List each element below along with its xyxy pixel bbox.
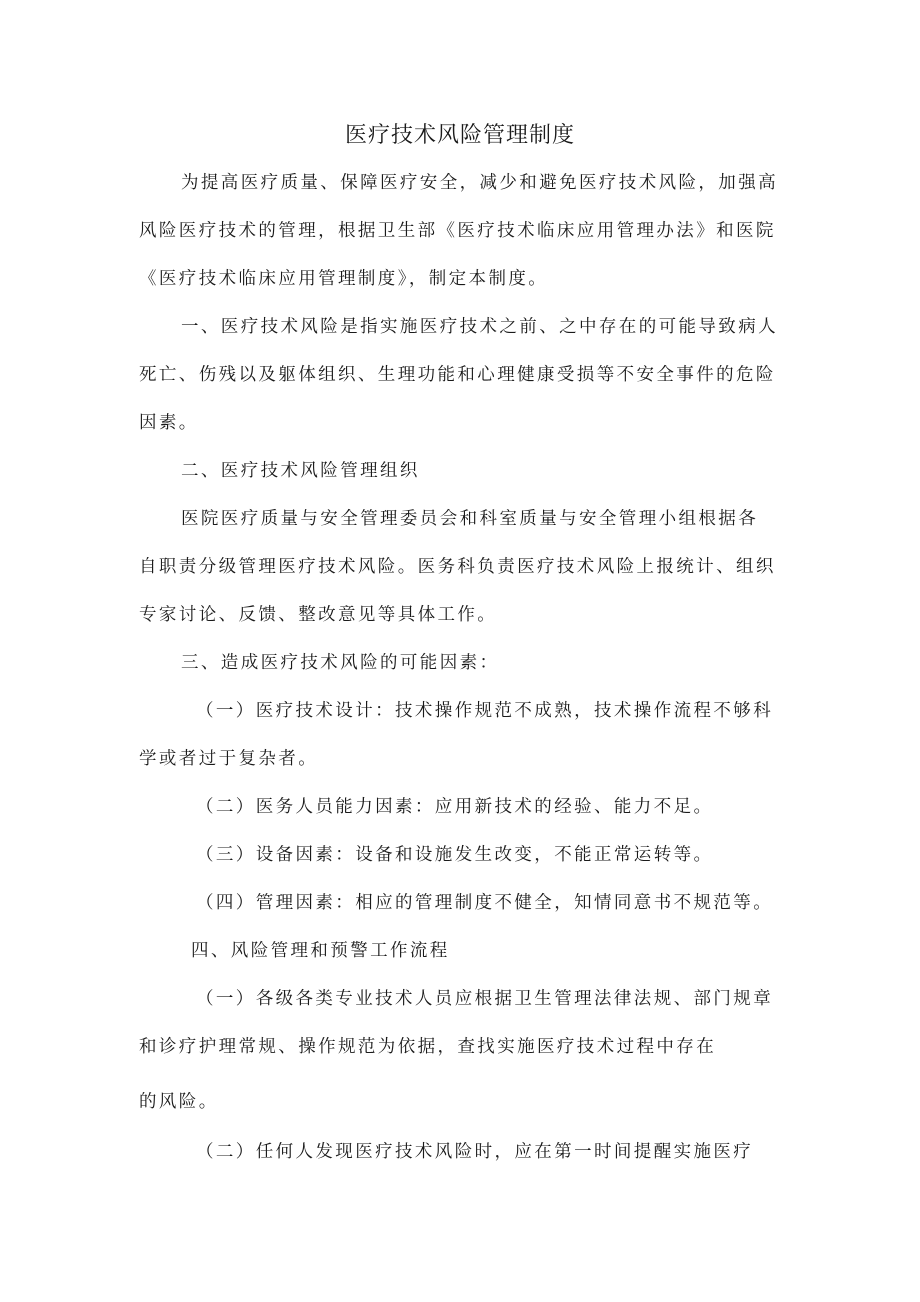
section-heading: 三、造成医疗技术风险的可能因素： [181,653,500,673]
paragraph-line: 专家讨论、反馈、整改意见等具体工作。 [139,605,498,625]
paragraph-line: 为提高医疗质量、保障医疗安全，减少和避免医疗技术风险，加强高 [181,173,778,193]
paragraph-line: 一、医疗技术风险是指实施医疗技术之前、之中存在的可能导致病人 [181,317,778,337]
paragraph-line: 《医疗技术临床应用管理制度》，制定本制度。 [139,269,549,289]
paragraph-line: 自职责分级管理医疗技术风险。医务科负责医疗技术风险上报统计、组织 [139,557,776,577]
paragraph-line: （一）各级各类专业技术人员应根据卫生管理法律法规、部门规章 [196,989,774,1009]
document-title: 医疗技术风险管理制度 [344,123,575,148]
paragraph-line: 的风险。 [139,1092,219,1112]
paragraph-line: （二）医务人员能力因素：应用新技术的经验、能力不足。 [196,797,714,817]
paragraph-line: （四）管理因素：相应的管理制度不健全，知情同意书不规范等。 [196,893,774,913]
paragraph-line: （二）任何人发现医疗技术风险时，应在第一时间提醒实施医疗 [196,1142,754,1162]
paragraph-line: 医院医疗质量与安全管理委员会和科室质量与安全管理小组根据各 [181,509,759,529]
paragraph-line: 和诊疗护理常规、操作规范为依据，查找实施医疗技术过程中存在 [139,1037,717,1057]
paragraph-line: 因素。 [139,413,199,433]
paragraph-line: 学或者过于复杂者。 [139,749,319,769]
paragraph-line: （一）医疗技术设计：技术操作规范不成熟，技术操作流程不够科 [196,701,774,721]
paragraph-line: 死亡、伤残以及躯体组织、生理功能和心理健康受损等不安全事件的危险 [139,365,776,385]
section-heading: 四、风险管理和预警工作流程 [191,941,450,961]
paragraph-line: 风险医疗技术的管理，根据卫生部《医疗技术临床应用管理办法》和医院 [139,221,776,241]
section-heading: 二、医疗技术风险管理组织 [181,461,420,481]
paragraph-line: （三）设备因素：设备和设施发生改变，不能正常运转等。 [196,845,714,865]
